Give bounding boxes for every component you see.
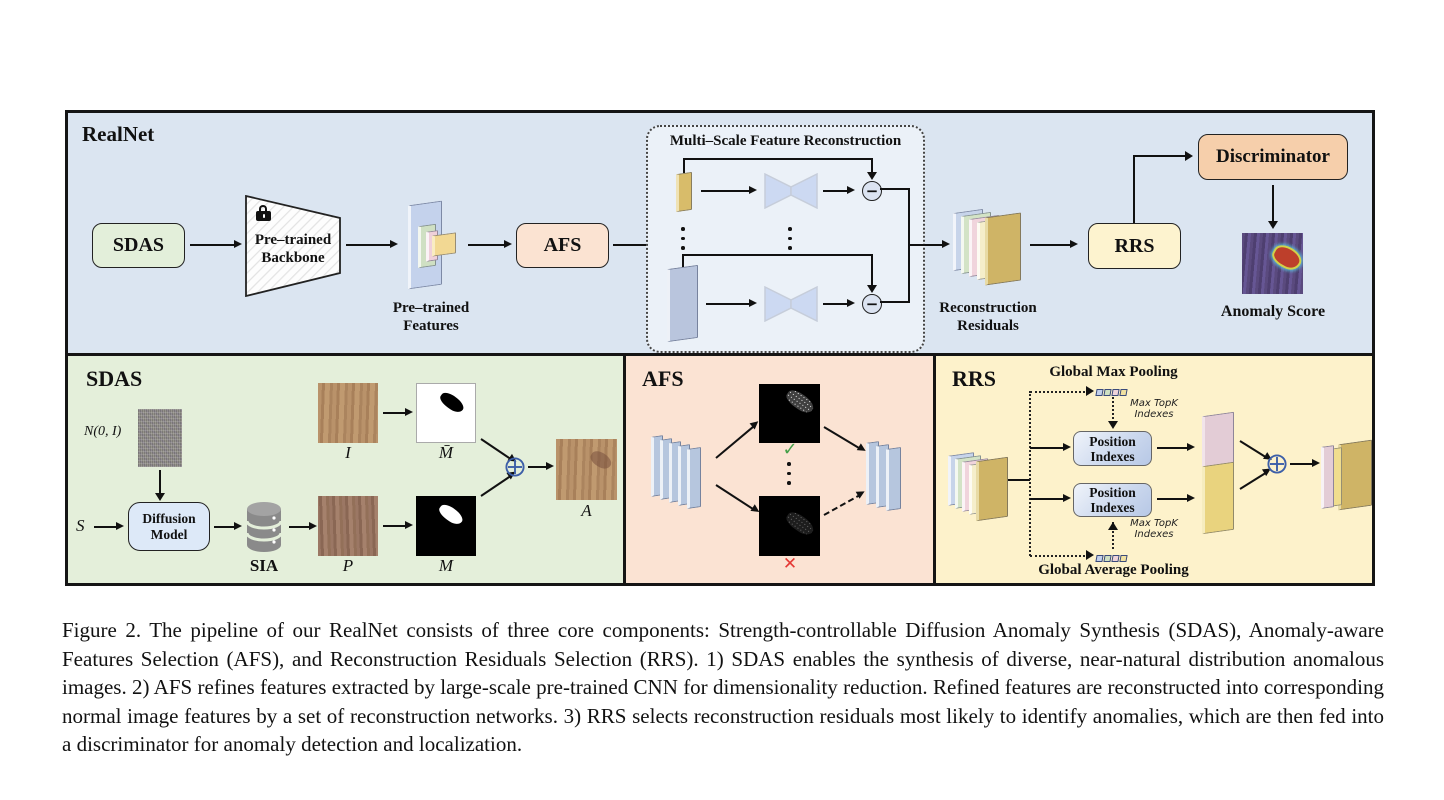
rrs-panel [936,356,1372,583]
feature-layer [676,172,692,212]
rrs-node: RRS [1088,223,1181,269]
arrow [908,244,946,246]
position-label-line1: Position [1089,485,1136,500]
topk-label-line1: Max TopK [1130,398,1178,409]
residual-layer [976,457,1008,521]
feature-cube [432,232,456,256]
connector [1133,156,1135,223]
afs-title: AFS [642,366,684,391]
arrow [1290,463,1316,465]
circled-plus-icon [1267,454,1287,474]
skip-connection [683,158,873,160]
dotted-connector [1030,555,1085,557]
arrow [94,526,120,528]
sia-label: SIA [249,556,279,575]
global-average-pooling-label: Global Average Pooling [1038,562,1189,578]
msfr-box [646,125,925,353]
realnet-title: RealNet [82,122,155,146]
dotted-connector [1030,391,1085,393]
connector [880,188,908,190]
anomaly-blob [588,448,614,472]
arrow [289,526,313,528]
lock-icon [256,205,272,222]
a-label: A [581,501,592,520]
rrs-title: RRS [952,366,997,391]
arrow [468,244,508,246]
afs-node: AFS [516,223,609,268]
diffusion-label-line2: Model [150,526,188,542]
arrow [1239,440,1268,459]
reconstruction-network-icon [764,286,818,322]
arrow [1030,498,1067,500]
arrowhead [1108,517,1118,530]
discriminator-node: Discriminator [1198,134,1348,180]
gaussian-noise-image [138,409,182,467]
arrow [1239,471,1268,490]
arrow [823,426,862,450]
vertical-ellipsis-icon [787,462,791,485]
p-label: P [342,556,354,575]
residuals-label-line2: Residuals [957,318,1019,334]
sdas-title: SDAS [86,366,143,391]
skip-connection [682,254,873,256]
arrow [706,303,753,305]
sdas-node: SDAS [92,223,185,268]
arrow [701,190,753,192]
arrow [190,244,238,246]
bottom-panels [68,356,1372,583]
final-layer-pink [1321,445,1334,509]
arrow [1157,447,1191,449]
a-image [556,439,617,500]
position-label-line2: Indexes [1090,500,1135,515]
mask-blob [438,390,467,416]
m-label: M [438,556,454,575]
arrow [480,474,513,497]
arrow [823,190,851,192]
selected-layer-yellow [1202,462,1234,534]
anomaly-score-label: Anomaly Score [1220,303,1326,320]
cross-icon: ✕ [782,554,798,574]
anomaly-heatmap-blob [1269,241,1303,274]
dotted-connector [1029,391,1031,556]
check-icon: ✓ [782,439,798,460]
sdas-panel [68,356,626,583]
realnet-panel [68,113,1372,356]
database-icon [244,500,284,554]
anomaly-blob [783,387,816,416]
connector [159,470,161,495]
anomaly-blob [783,509,816,538]
arrow [715,484,756,511]
circled-plus-icon [505,457,525,477]
dotted-connector [1112,397,1114,423]
arrow [214,526,238,528]
arrow [1157,498,1191,500]
connector [1133,155,1185,157]
diffusion-label-line1: Diffusion [142,510,196,526]
figure-2-diagram [65,110,1375,586]
afs-panel [626,356,936,583]
backbone-label-line2: Backbone [261,250,325,266]
arrow [823,303,851,305]
p-image [318,496,378,556]
vertical-ellipsis-icon [788,227,792,250]
s-label: S [76,516,85,535]
subtract-icon: − [862,181,882,201]
reconstruction-network-icon [764,173,818,209]
skip-connection [683,158,685,173]
arrow [1030,447,1067,449]
position-label-line2: Indexes [1090,448,1135,464]
mask-image [416,496,476,556]
residual-layer [985,212,1021,285]
position-indexes-node [1073,483,1152,517]
position-indexes-node [1073,431,1152,466]
feature-layer [667,265,698,342]
features-label-line2: Features [403,318,459,334]
feature-layer [886,447,901,511]
arrow [346,244,394,246]
features-label-line1: Pre–trained [392,300,470,316]
global-max-pooling-label: Global Max Pooling [1049,364,1178,380]
residuals-label-line1: Reconstruction [939,300,1037,316]
arrow [715,424,756,459]
anomaly-map-rejected [759,496,820,556]
arrowhead [1185,151,1198,161]
mask-blob [437,502,466,528]
diffusion-model-node [128,502,210,551]
subtract-icon: − [862,294,882,314]
topk-label-line2: Indexes [1134,529,1174,540]
arrowhead [867,285,877,298]
anomaly-map-selected [759,384,820,443]
dashed-arrow [824,493,863,516]
noise-label: N(0, I) [84,424,122,439]
position-label-line1: Position [1089,433,1136,449]
connector [1008,479,1030,481]
i-image [318,383,378,443]
connector [1272,185,1274,223]
pretrained-backbone [245,195,341,297]
arrow [1030,244,1074,246]
arrowhead [1086,386,1099,396]
backbone-label-line1: Pre–trained [254,232,332,248]
inverse-mask-image [416,383,476,443]
figure-caption: Figure 2. The pipeline of our RealNet consists of three core components: Strength-controllable Diffusion Anomaly Synthesis (SDAS), Anomaly-aware Features Selection (AFS), and Reconstruction Residuals Selection (RRS). 1) SDAS enables the synthesis of diverse, near-natural distribution anomalous images. 2) AFS refines features extracted by large-scale pre-trained CNN for dimensionality reduction. Refined features are reconstructed into corresponding normal image features by a set of reconstruction networks. 3) RRS selects reconstruction residuals most likely to identify anomalies, which are then fed into a discriminator for anomaly detection and localization. [62,618,1384,756]
msfr-title: Multi–Scale Feature Reconstruction [669,133,902,149]
vertical-ellipsis-icon [681,227,685,250]
arrow [383,412,409,414]
connector [880,301,908,303]
mbar-label: M̄ [438,443,454,462]
selected-layer-pink [1202,412,1234,468]
topk-label-line1: Max TopK [1130,518,1178,529]
arrowhead [867,172,877,185]
feature-layer [687,447,701,509]
skip-connection [871,254,873,287]
arrow [528,466,550,468]
topk-label-line2: Indexes [1134,409,1174,420]
anomaly-score-image [1242,233,1303,294]
arrow [383,525,409,527]
i-label: I [345,443,351,462]
final-layer-gold [1338,440,1372,511]
